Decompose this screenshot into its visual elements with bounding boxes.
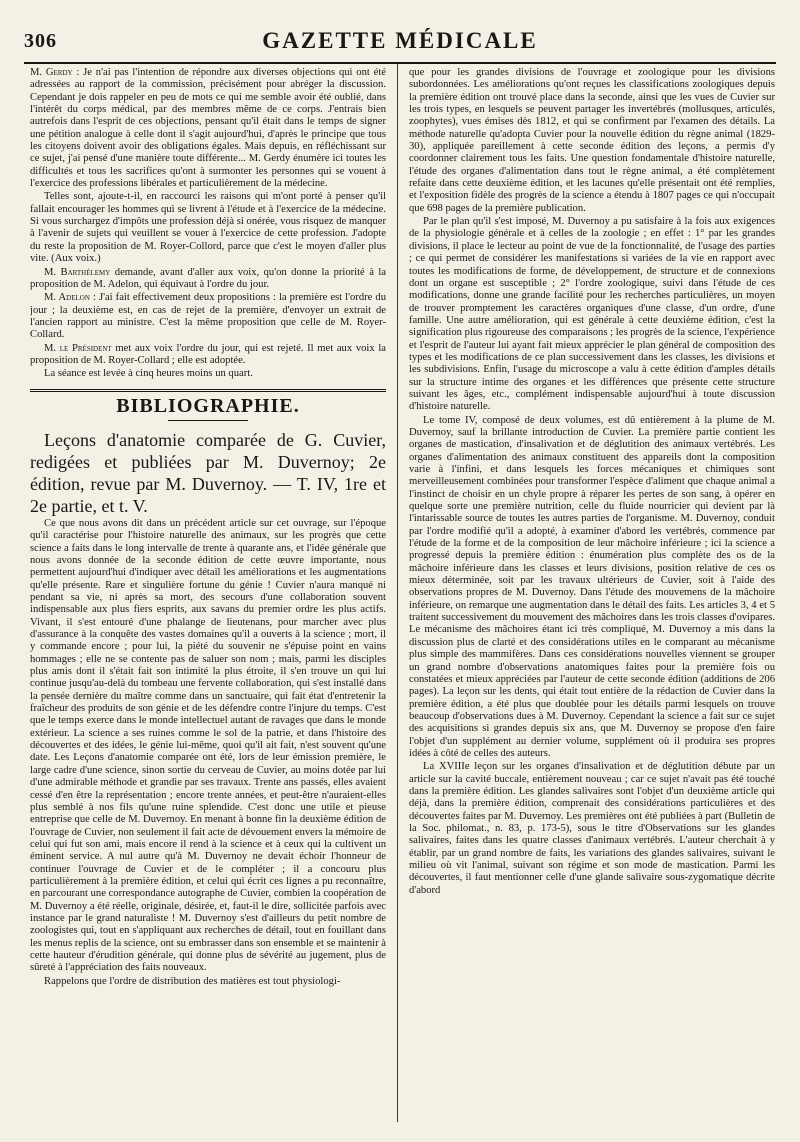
review-paragraph: La XVIIIe leçon sur les organes d'insalivation et de déglutition débute par un article sur la cavité buccale, entièrement nouveau ; car ce sujet n'avait pas été touché dans la première édition. Les glandes salivaires sont l'objet d'un deuxième article qui déjà, dans la première édition, comprenait des considérations particulières et des découvertes faites par M. Duvernoy. Les premières ont été publiées à part (Bulletin de la Soc. philomat., n. 83, p. 173-5), sous le titre d'Observations sur les glandes salivaires, faites dans les quatre classes d'animaux vertébrés. L'auteur cherchait à y établir, par un grand nombre de faits, les variations des glandes salivaires, suivant le milieu où vit l'animal, suivant son régime et son mode de mastication. Parmi les découvertes, il faut mentionner celle d'une glande salivaire sous-zygomatique décrite d'abord [409, 761, 775, 896]
speech-text: La séance est levée à cinq heures moins un quart. [44, 368, 253, 380]
left-column [30, 67, 386, 1122]
debate-paragraph [30, 292, 386, 341]
debate-paragraph [30, 343, 386, 368]
review-paragraph: Rappelons que l'ordre de distribution des matières est tout physiologi- [44, 975, 341, 987]
speaker-name: M. le Président [44, 342, 112, 354]
review-paragraph: Le tome IV, composé de deux volumes, est dû entièrement à la plume de M. Duvernoy, sauf la brillante introduction de Cuvier. La première partie contient les organes de mastication, d'insalivation et de déglutition des animaux vertébrés. Les organes d'alimentation des animaux constituent des appareils dont la composition varie à l'infini, et dans lesquels les forces mécaniques et chimiques sont merveilleusement combinées pour transformer l'espèce d'aliment que chaque animal a l'instinct de choisir en un chyle propre à réparer les pertes de son sang, à opérer en quelque sorte une première nutrition, celle du fluide nourricier qui devient par là l'intarissable source de toutes les autres parties de l'organisme. M. Duvernoy, conduit par l'ordre modifié qu'il a adopté, à examiner d'abord les vertébrés, commence par l'étude de la forme et de la composition de leur mâchoire inférieure ; ici la science a progressé depuis la première édition : énumération plus complète des os de la mâchoire inférieure dans les classes et leurs divisions, position relative de ces os mieux déterminée, soit par les travaux ultérieurs de Cuvier, soit à l'aide des observations propres de M. Duvernoy. Dans l'étude des mouvemens de la mâchoire inférieure, on remarque une augmentation dans le détail des faits. Les articles 3, 4 et 5 traitent successivement du mouvement des mâchoires dans les trois classes d'ovipares. Le mécanisme des mâchoires étant ici très compliqué, M. Duvernoy a mis dans la discussion plus de clarté et des considérations utiles en le comparant au mécanisme plus simple des mammifères. Dans ces considérations nouvelles viennent se grouper un grand nombre d'observations anatomiques faites pour la première fois ou constatées et mieux appréciées par l'auteur de cette seconde édition (additions de 206 pages). La leçon sur les dents, qui était tout entière de la rédaction de Cuvier dans la première édition, a été plus que doublée pour les détails parmi lesquels on trouve beaucoup d'observations dues à M. Duvernoy. Cependant la science a fait sur ce sujet des acquisitions si grandes depuis six ans, que M. Duvernoy se propose d'en faire l'objet d'un supplément au dernier volume, supplément où il produira ses propres idées à côté de celles des auteurs. [409, 414, 775, 759]
debate-paragraph [30, 67, 386, 190]
debate-paragraph [30, 191, 386, 265]
debate-paragraph [30, 368, 386, 380]
title-underline [168, 420, 248, 421]
page-number: 306 [24, 30, 57, 52]
speech-text: met aux voix l'ordre du jour, qui est rejeté. Il met aux voix la proposition de M. Royer-Collard ; elle est adoptée. [30, 342, 386, 366]
header-rule [24, 62, 776, 64]
speaker-name: M. Adelon [44, 292, 90, 304]
speech-text: : Je n'ai pas l'intention de répondre aux diverses objections qui ont été adressées au rapport de la commission, précisément pour abréger la discussion. Cependant je dois rappeler en peu de mots ce qui me semble avoir été oublié, dans l'intérêt du corps médical, par des membres même de ce corps. J'entrais bien autrefois dans l'esprit de ces objections, pensant qu'il était dans le temps de signer une pétition analogue à celle dont il s'agit aujourd'hui, d'après le principe que tous les citoyens doivent avoir des obligations égales. Mais depuis, en réfléchissant sur ce sujet, j'ai pensé d'une manière toute différente... M. Gerdy énumère ici toutes les difficultés et tous les sacrifices qu'ont à surmonter les personnes qui se vouent à l'exercice des professions libérales et particulièrement de la médecine. [30, 67, 386, 190]
column-divider [397, 64, 398, 1122]
speech-text: Telles sont, ajoute-t-il, en raccourci les raisons qui m'ont porté à penser qu'il fallait encourager les hommes qui se livrent à l'étude et à l'exercice de la médecine. Si vous surchargez d'impôts une profession déjà si onérée, vous risquez de manquer à l'avenir de sujets qui veuillent se vouer à l'exercice de cette profession. J'adopte du reste la proposition de M. Royer-Collord, parce que c'est le moyen d'aller plus vite. (Aux voix.) [30, 191, 386, 265]
section-divider [30, 389, 386, 392]
running-title: GAZETTE MÉDICALE [262, 28, 538, 53]
review-paragraph: que pour les grandes divisions de l'ouvrage et zoologique pour les divisions subordonnées. Les améliorations qu'ont reçues les classifications zoologiques depuis la première édition ont trouvé place dans la seconde, ainsi que les vues de Cuvier sur les trois types, en lesquels se peuvent partager les invertébrés (mollusques, articulés, zoophytes), vues émises dès 1812, et qui se confirment par l'examen des détails. La méthode naturelle qu'adopta Cuvier pour la nouvelle édition du règne animal (1829-30), appliquée pareillement à cette seconde édition des leçons, a permis d'y coordonner clairement tous les faits. Une question fondamentale d'histoire naturelle, l'étude des organes d'alimentation dans tout le règne animal, a été complètement refaite dans cette deuxième édition, et les lacunes qu'elle présentait ont été remplies, et l'exposition fidèle des progrès de la science a étendu à 1807 pages ce qui n'occupait que 698 pages de la première publication. [409, 67, 775, 214]
page-header [24, 26, 776, 60]
speaker-name: M. Gerdy [30, 67, 73, 78]
speech-text: demande, avant d'aller aux voix, qu'on donne la priorité à la proposition de M. Adelon, qui équivaut à l'ordre du jour. [30, 266, 386, 290]
review-paragraph: Ce que nous avons dit dans un précédent article sur cet ouvrage, sur l'époque qu'il caractérise pour l'histoire naturelle des animaux, sur les progrès que cette science a faits dans le long intervalle de trente à quarante ans, et l'idée générale que nous avons donnée de la seconde édition de cette œuvre importante, nous permettent aujourd'hui d'indiquer avec détail les améliorations et les augmentations qu'elle présente. Rare et singulière fortune du génie ! Cuvier n'aura manqué ni pendant sa vie, ni après sa mort, des secours d'une collaboration souvent indispensable aux plus fiers esprits, aux savans du premier ordre les plus actifs. Vivant, il s'est entouré d'une phalange de lieutenans, pour marcher avec plus d'assurance à la conquête des vastes domaines qu'il a ouverts à la science ; mort, il y commande encore ; pour lui, la piété du souvenir ne s'épuise point en vains hommages ; elle ne se contente pas de saluer son nom ; mais, parmi les disciples plus amis dont il s'était fait son intimité la plus étroite, il s'en trouve un qui lui continue jusqu'au-delà du tombeau une fervente collaboration, qui s'est installé dans la pensée dernière du maître comme dans un sanctuaire, qui fait état d'entretenir la fraîcheur des produits de son génie et de les défendre contre l'injure du temps. C'est que le temps exerce dans le monde intellectuel autant de ravages que dans le monde extérieur. La science a ses ruines comme le sol de la patrie, et dans l'histoire des découvertes et des idées, le génie lui-même, quoi qu'il ait fait, n'est souvent qu'une date. Les Leçons d'anatomie comparée ont été, lors de leur émission première, le large cadre d'une science, sinon sortie du cerveau de Cuvier, au moins dotée par lui d'une admirable méthode et grandie par ses travaux. Trente ans passés, elles avaient cessé d'en être la représentation ; encore trente années, et peut-être n'auraient-elles plus semblé à nos fils qu'une ruine splendide. C'est donc une utile et pieuse entreprise que celle de M. Duvernoy. En menant à bonne fin la deuxième édition de l'ouvrage de Cuvier, non seulement il fait acte de dévouement envers la mémoire de celui qui fut son ami, mais encore il rend à la science et à ceux qui la cultivent un éminent service. A nul autre qu'à M. Duvernoy ne devait échoir l'honneur de continuer l'ouvrage de Cuvier et de le compléter ; il a concouru plus particulièrement à la première édition, et celui qui écrit ces lignes a pu reconnaître, en parcourant une correspondance autographe de Cuvier, combien la coopération de M. Duvernoy a été réelle, originale, désirée, et, faut-il le dire, sollicitée parfois avec instance par le grand naturaliste ! M. Duvernoy s'est d'ailleurs du petit nombre de zoologistes qui, tout en s'appliquant aux recherches de détail, tout en fouillant dans les menus replis de la science, ont su embrasser dans son ensemble et se maintenir à cette hauteur d'érudition générale, qui donne plus de sévérité au jugement, plus de sûreté à l'appréciation des faits nouveaux. [30, 517, 386, 974]
right-column [409, 67, 775, 1122]
speech-text: : J'ai fait effectivement deux propositions : la première est l'ordre du jour ; la deuxième est, en cas de rejet de la première, d'envoyer un extrait de l'ancien rapport au ministre. C'est la même proposition que celle de M. Royer-Collard. [30, 292, 386, 341]
review-paragraph: Par le plan qu'il s'est imposé, M. Duvernoy a pu satisfaire à la fois aux exigences de la physiologie générale et à celles de la zoologie ; en effet : 1° par les grandes divisions, il place le lecteur au point de vue de la fonctionnalité, de l'usage des parties ; ce qui permet de considérer les manifestations si variées de la vie en rapport avec toutes les modifications de forme, de développement, de structure et de connexions dont un organe est susceptible ; 2° l'ordre zoologique, suivi dans l'étude de ces modifications, donne une grande facilité pour les recherches particulières, un moyen de trouver promptement les caractères organiques d'une classe, d'un ordre, d'une famille. Une autre amélioration, qui est générale à cette deuxième édition, c'est la signification plus rigoureuse des comparaisons ; les progrès de la science, l'expérience et l'esprit de l'auteur lui ayant fait mieux apprécier le plan général de composition des types et les modifications de ce plan successivement dans les classes, les divisions et les subdivisions. Enfin, l'usage du microscope a valu à cette édition d'amples détails sur la structure intime des organes et les différences que présente cette structure suivant les âges, etc., complément indispensable aujourd'hui à toute discussion d'histoire naturelle. [409, 216, 775, 413]
speaker-name: M. Barthélemy [44, 266, 111, 278]
section-title: BIBLIOGRAPHIE. [116, 394, 300, 417]
debate-paragraph [30, 267, 386, 292]
book-title: Leçons d'anatomie comparée de G. Cuvier, redigées et publiées par M. Duvernoy; 2e édition, revue par M. Duvernoy. — T. IV, 1re et 2e partie, et t. V. [30, 429, 386, 516]
